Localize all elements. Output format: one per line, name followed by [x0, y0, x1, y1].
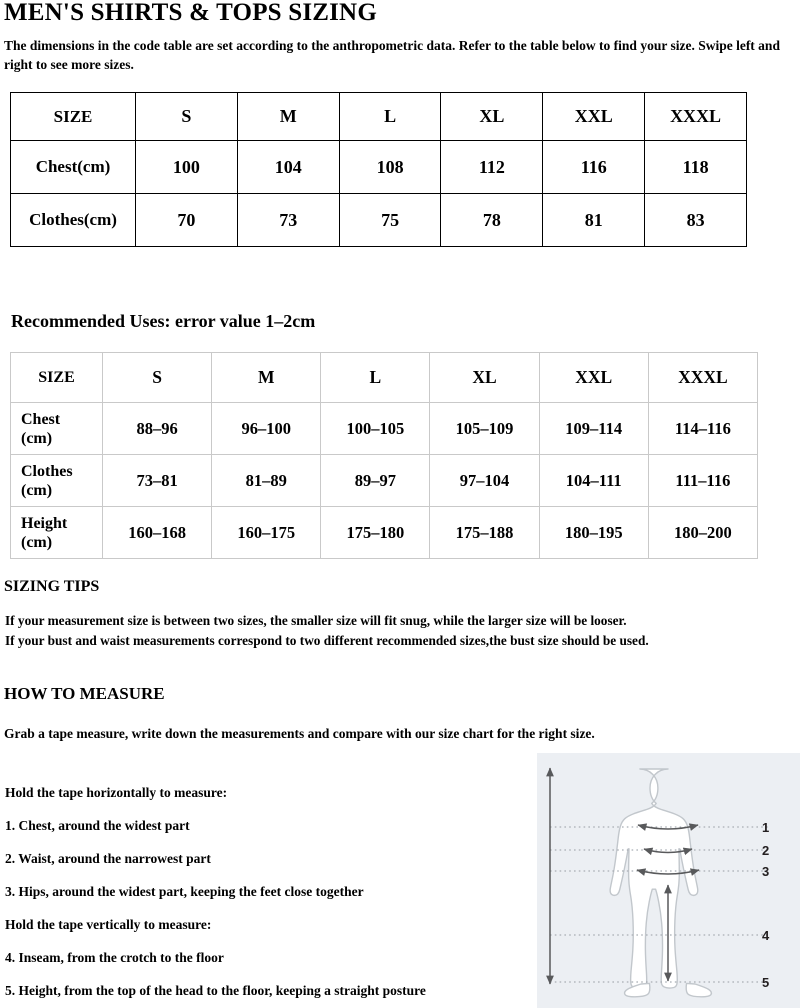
rec-cell-clothes-xxl: 104–111 — [539, 455, 648, 507]
measure-instruction-list — [5, 776, 530, 1007]
table-row — [11, 507, 758, 559]
cell-clothes-xl: 78 — [441, 194, 543, 247]
body-silhouette-icon — [610, 769, 711, 997]
recommended-uses-heading: Recommended Uses: error value 1–2cm — [11, 311, 316, 331]
column-header-l: L — [339, 93, 441, 141]
row-label-clothes: Clothes(cm) — [11, 194, 136, 247]
rec-cell-height-xxxl: 180–200 — [648, 507, 757, 559]
diagram-marker-2: 2 — [762, 843, 770, 858]
sizing-tip-line-2: If your bust and waist measurements correspond to two different recommended sizes,the bust size should be used. — [5, 633, 649, 648]
rec-column-header-s: S — [103, 353, 212, 403]
measure-item-hips: 3. Hips, around the widest part, keeping the feet close together — [5, 884, 364, 899]
how-to-measure-title: HOW TO MEASURE — [4, 684, 165, 703]
rec-cell-height-xl: 175–188 — [430, 507, 539, 559]
cell-clothes-s: 70 — [136, 194, 238, 247]
table-header-row — [11, 93, 747, 141]
measure-item-height: 5. Height, from the top of the head to the floor, keeping a straight posture — [5, 983, 426, 998]
rec-cell-chest-xxxl: 114–116 — [648, 403, 757, 455]
cell-chest-s: 100 — [136, 141, 238, 194]
rec-cell-height-xxl: 180–195 — [539, 507, 648, 559]
table-row — [11, 455, 758, 507]
cell-chest-xl: 112 — [441, 141, 543, 194]
rec-row-label-height-line2: (cm) — [21, 533, 53, 551]
rec-row-label-clothes-line1: Clothes — [21, 462, 73, 480]
size-table — [10, 92, 747, 247]
rec-cell-chest-m: 96–100 — [212, 403, 321, 455]
cell-chest-xxxl: 118 — [645, 141, 747, 194]
body-measurement-diagram — [537, 753, 800, 1008]
column-header-xl: XL — [441, 93, 543, 141]
diagram-marker-3: 3 — [762, 864, 770, 879]
rec-cell-chest-s: 88–96 — [103, 403, 212, 455]
measure-item-chest: 1. Chest, around the widest part — [5, 818, 190, 833]
column-header-m: M — [237, 93, 339, 141]
rec-cell-clothes-xxxl: 111–116 — [648, 455, 757, 507]
measure-item-waist: 2. Waist, around the narrowest part — [5, 851, 211, 866]
rec-column-header-xl: XL — [430, 353, 539, 403]
sizing-tips-body — [5, 611, 795, 651]
rec-row-label-height — [11, 507, 103, 559]
rec-column-header-size: SIZE — [11, 353, 103, 403]
cell-clothes-l: 75 — [339, 194, 441, 247]
rec-cell-chest-l: 100–105 — [321, 403, 430, 455]
page-title: MEN'S SHIRTS & TOPS SIZING — [4, 0, 377, 26]
cell-clothes-xxl: 81 — [543, 194, 645, 247]
rec-column-header-m: M — [212, 353, 321, 403]
recommended-size-table — [10, 352, 758, 559]
rec-row-label-clothes-line2: (cm) — [21, 481, 53, 499]
rec-cell-chest-xl: 105–109 — [430, 403, 539, 455]
table-header-row — [11, 353, 758, 403]
rec-column-header-xxxl: XXXL — [648, 353, 757, 403]
intro-paragraph: The dimensions in the code table are set according to the anthropometric data. Refer to the table below to find your size. Swipe left and right to see more sizes. — [4, 38, 780, 72]
rec-cell-clothes-l: 89–97 — [321, 455, 430, 507]
rec-cell-chest-xxl: 109–114 — [539, 403, 648, 455]
measure-item-inseam: 4. Inseam, from the crotch to the floor — [5, 950, 224, 965]
table-row — [11, 141, 747, 194]
column-header-xxxl: XXXL — [645, 93, 747, 141]
column-header-xxl: XXL — [543, 93, 645, 141]
diagram-marker-5: 5 — [762, 975, 770, 990]
rec-cell-clothes-s: 73–81 — [103, 455, 212, 507]
cell-chest-l: 108 — [339, 141, 441, 194]
rec-cell-clothes-m: 81–89 — [212, 455, 321, 507]
rec-column-header-l: L — [321, 353, 430, 403]
rec-cell-height-m: 160–175 — [212, 507, 321, 559]
table-row — [11, 194, 747, 247]
column-header-size: SIZE — [11, 93, 136, 141]
cell-chest-m: 104 — [237, 141, 339, 194]
diagram-markers — [762, 820, 770, 990]
body-diagram-svg — [537, 753, 800, 1008]
rec-row-label-chest-line1: Chest — [21, 410, 61, 428]
cell-clothes-m: 73 — [237, 194, 339, 247]
rec-column-header-xxl: XXL — [539, 353, 648, 403]
diagram-marker-4: 4 — [762, 928, 770, 943]
sizing-tips-title: SIZING TIPS — [4, 578, 100, 595]
cell-clothes-xxxl: 83 — [645, 194, 747, 247]
how-to-measure-intro: Grab a tape measure, write down the measurements and compare with our size chart for the right size. — [4, 726, 595, 741]
column-header-s: S — [136, 93, 238, 141]
rec-cell-height-l: 175–180 — [321, 507, 430, 559]
table-row — [11, 403, 758, 455]
rec-cell-height-s: 160–168 — [103, 507, 212, 559]
measure-horizontal-label: Hold the tape horizontally to measure: — [5, 785, 228, 800]
diagram-marker-1: 1 — [762, 820, 770, 835]
rec-row-label-chest — [11, 403, 103, 455]
cell-chest-xxl: 116 — [543, 141, 645, 194]
sizing-tip-line-1: If your measurement size is between two sizes, the smaller size will fit snug, while the larger size will be looser. — [5, 613, 627, 628]
rec-cell-clothes-xl: 97–104 — [430, 455, 539, 507]
rec-row-label-clothes — [11, 455, 103, 507]
rec-row-label-height-line1: Height — [21, 514, 68, 532]
row-label-chest: Chest(cm) — [11, 141, 136, 194]
measure-vertical-label: Hold the tape vertically to measure: — [5, 917, 212, 932]
rec-row-label-chest-line2: (cm) — [21, 429, 53, 447]
